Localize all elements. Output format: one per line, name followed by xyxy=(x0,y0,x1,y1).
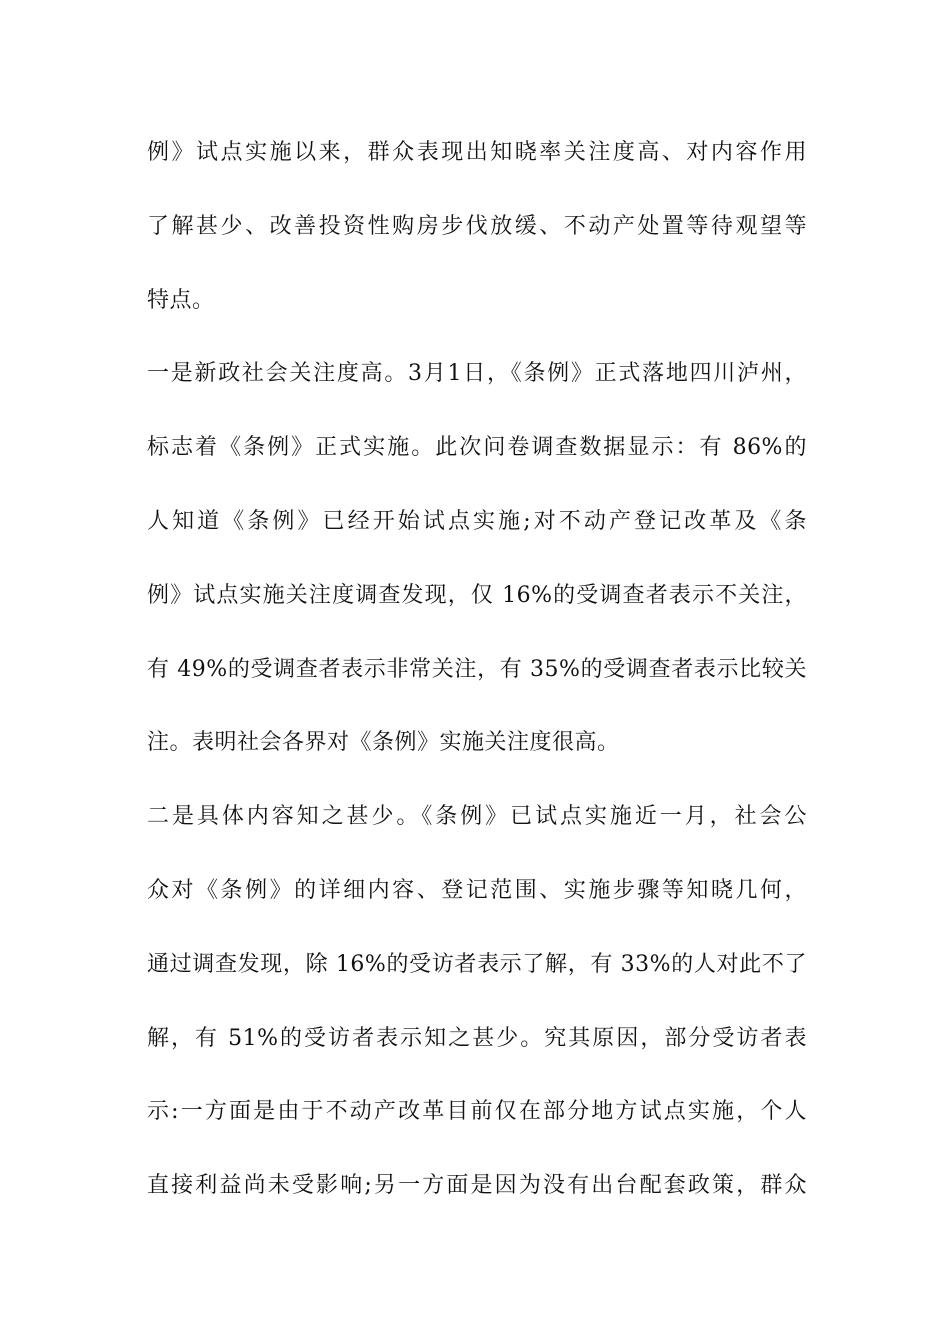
text-line: 示:一方面是由于不动产改革目前仅在部分地方试点实施，个人 xyxy=(147,1099,807,1125)
text-line: 二是具体内容知之甚少。《条例》已试点实施近一月，社会公 xyxy=(147,804,807,830)
text-line: 直接利益尚未受影响;另一方面是因为没有出台配套政策，群众 xyxy=(147,1173,807,1199)
text-line: 例》试点实施以来，群众表现出知晓率关注度高、对内容作用 xyxy=(147,140,807,165)
text-line: 通过调查发现，除 16%的受访者表示了解，有 33%的人对此不了 xyxy=(147,951,807,977)
text-line: 了解甚少、改善投资性购房步伐放缓、不动产处置等待观望等 xyxy=(147,213,807,239)
text-line: 有 49%的受调查者表示非常关注，有 35%的受调查者表示比较关 xyxy=(147,656,807,682)
text-line: 标志着《条例》正式实施。此次问卷调查数据显示：有 86%的 xyxy=(147,435,807,461)
text-line: 一是新政社会关注度高。3月1日，《条例》正式落地四川泸州， xyxy=(147,361,807,387)
text-line: 人知道《条例》已经开始试点实施;对不动产登记改革及《条 xyxy=(147,508,807,534)
text-line: 特点。 xyxy=(147,287,215,313)
body-text xyxy=(147,128,807,1235)
text-line: 注。表明社会各界对《条例》实施关注度很高。 xyxy=(147,730,620,756)
text-line: 解，有 51%的受访者表示知之甚少。究其原因，部分受访者表 xyxy=(147,1025,807,1051)
text-line: 众对《条例》的详细内容、登记范围、实施步骤等知晓几何， xyxy=(147,877,807,903)
text-line: 例》试点实施关注度调查发现，仅 16%的受调查者表示不关注， xyxy=(147,582,807,608)
